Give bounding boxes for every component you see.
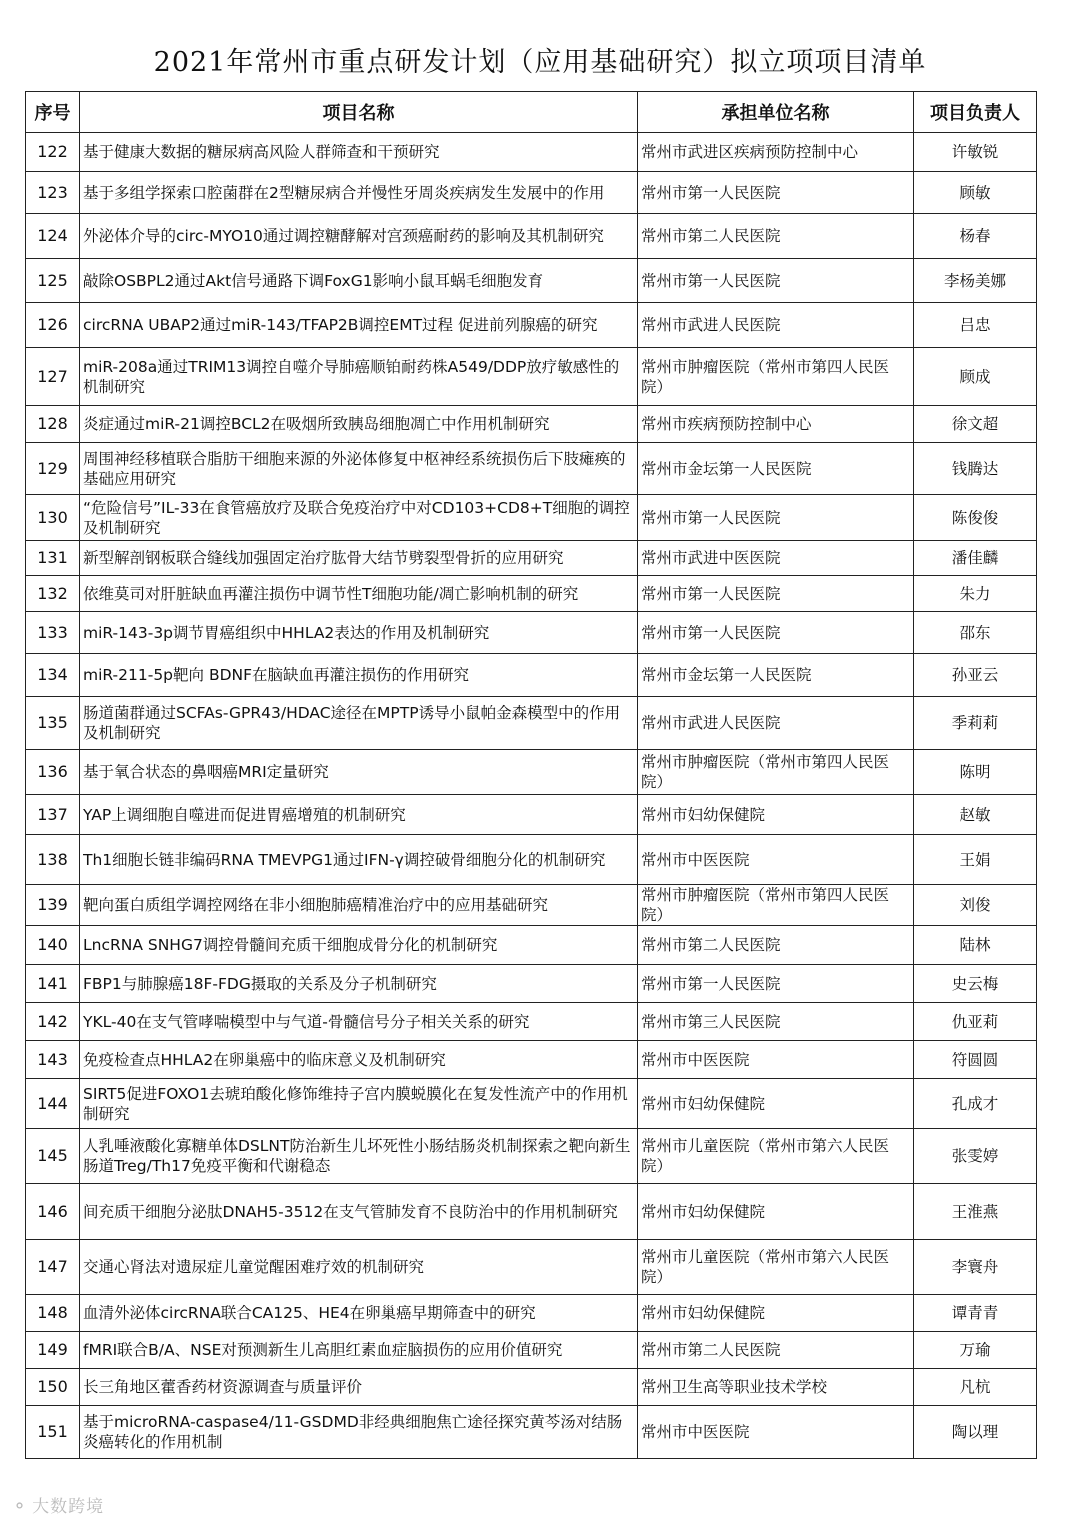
project-name-text: 肠道菌群通过SCFAs-GPR43/HDAC途径在MPTP诱导小鼠帕金森模型中的作用及机制研究 [83, 704, 621, 742]
table-row [26, 406, 1037, 443]
row-number [26, 1406, 80, 1459]
watermark [12, 1492, 104, 1517]
table-row [26, 1369, 1037, 1406]
unit-name-text: 常州市第一人民医院 [641, 584, 781, 603]
table-row [26, 1079, 1037, 1129]
project-leader-text: 李杨美娜 [943, 271, 1006, 290]
project-name-text: 基于microRNA-caspase4/11-GSDMD非经典细胞焦亡途径探究黄芩汤对结肠炎癌转化的作用机制 [83, 1413, 623, 1451]
row-number-text: 140 [37, 935, 68, 954]
row-number-text: 122 [37, 142, 68, 161]
project-name [80, 1332, 638, 1369]
row-number [26, 965, 80, 1003]
project-name [80, 1406, 638, 1459]
row-number [26, 495, 80, 541]
project-leader-text: 王淮燕 [951, 1202, 999, 1221]
table-row [26, 1041, 1037, 1079]
row-number-text: 130 [37, 507, 68, 527]
project-leader [914, 443, 1037, 495]
row-number-text: 131 [37, 548, 68, 567]
project-leader [914, 1129, 1037, 1184]
row-number-text: 148 [37, 1303, 68, 1322]
project-name-text: 基于氧合状态的鼻咽癌MRI定量研究 [83, 763, 329, 781]
project-leader-text: 孔成才 [951, 1094, 999, 1113]
table-row [26, 541, 1037, 576]
unit-name [638, 697, 914, 750]
project-name-text: SIRT5促进FOXO1去琥珀酸化修饰维持子宫内膜蜕膜化在复发性流产中的作用机制研究 [83, 1084, 628, 1123]
project-name [80, 172, 638, 214]
project-name [80, 654, 638, 697]
row-number-text: 125 [37, 270, 68, 290]
table-row [26, 576, 1037, 612]
unit-name-text: 常州市金坛第一人民医院 [641, 666, 812, 684]
table-row [26, 885, 1037, 926]
unit-name [638, 541, 914, 576]
unit-name [638, 965, 914, 1003]
row-number-text: 127 [37, 366, 68, 386]
project-leader-text: 王娟 [959, 850, 991, 869]
row-number-text: 135 [37, 713, 68, 732]
project-name [80, 541, 638, 576]
unit-name [638, 1184, 914, 1240]
unit-name-text: 常州市儿童医院（常州市第六人民医院） [641, 1137, 890, 1175]
project-leader-text: 杨春 [959, 227, 991, 245]
unit-name-text: 常州卫生高等职业技术学校 [641, 1378, 828, 1396]
unit-name-text: 常州市儿童医院（常州市第六人民医院） [641, 1248, 890, 1286]
unit-name-text: 常州市第一人民医院 [641, 183, 781, 202]
unit-name-text: 常州市武进人民医院 [641, 316, 781, 334]
row-number-text: 139 [37, 895, 68, 914]
project-name [80, 612, 638, 654]
project-name-text: 基于健康大数据的糖尿病高风险人群筛查和干预研究 [83, 143, 440, 161]
table-row [26, 750, 1037, 795]
project-leader-text: 徐文超 [951, 415, 999, 433]
project-leader [914, 348, 1037, 406]
project-name [80, 1184, 638, 1240]
project-leader-text: 季莉莉 [951, 714, 999, 732]
project-name [80, 303, 638, 348]
project-leader [914, 1406, 1037, 1459]
table-row [26, 303, 1037, 348]
project-name-text: miR-208a通过TRIM13调控自噬介导肺癌顺铂耐药株A549/DDP放疗敏感性的机制研究 [83, 357, 620, 396]
unit-name [638, 1332, 914, 1369]
row-number [26, 259, 80, 303]
project-name-text: fMRI联合B/A、NSE对预测新生儿高胆红素血症脑损伤的应用价值研究 [83, 1341, 563, 1359]
row-number [26, 348, 80, 406]
project-name-text: LncRNA SNHG7调控骨髓间充质干细胞成骨分化的机制研究 [83, 936, 498, 954]
table-row [26, 697, 1037, 750]
row-number-text: 142 [37, 1011, 68, 1031]
unit-name-text: 常州市妇幼保健院 [641, 1094, 766, 1113]
project-name-text: 敲除OSBPL2通过Akt信号通路下调FoxG1影响小鼠耳蜗毛细胞发育 [83, 271, 544, 290]
unit-name-text: 常州市中医医院 [641, 850, 750, 869]
unit-name [638, 835, 914, 885]
row-number [26, 406, 80, 443]
table-row [26, 1003, 1037, 1041]
project-name [80, 495, 638, 541]
unit-name [638, 172, 914, 214]
project-leader [914, 406, 1037, 443]
project-leader [914, 835, 1037, 885]
unit-name [638, 443, 914, 495]
unit-name [638, 303, 914, 348]
row-number-text: 143 [37, 1049, 68, 1069]
project-leader [914, 885, 1037, 926]
project-leader-text: 谭青青 [951, 1304, 999, 1322]
row-number [26, 1003, 80, 1041]
unit-name [638, 576, 914, 612]
project-name [80, 406, 638, 443]
project-name [80, 1295, 638, 1332]
table-row [26, 495, 1037, 541]
project-name-text: 交通心肾法对遗尿症儿童觉醒困难疗效的机制研究 [83, 1258, 425, 1276]
project-name [80, 1129, 638, 1184]
unit-name-text: 常州市第一人民医院 [641, 508, 781, 527]
unit-name-text: 常州市第一人民医院 [641, 271, 781, 290]
project-name [80, 443, 638, 495]
row-number [26, 133, 80, 172]
unit-name [638, 1295, 914, 1332]
unit-name [638, 654, 914, 697]
row-number-text: 124 [37, 226, 68, 245]
row-number-text: 134 [37, 665, 68, 684]
project-name-text: 外泌体介导的circ-MYO10通过调控糖酵解对宫颈癌耐药的影响及其机制研究 [83, 227, 604, 245]
row-number-text: 123 [37, 182, 68, 202]
project-leader [914, 1184, 1037, 1240]
project-name-text: 长三角地区藿香药材资源调查与质量评价 [83, 1378, 363, 1396]
row-number-text: 145 [37, 1146, 68, 1165]
project-leader [914, 1041, 1037, 1079]
project-name-text: “危险信号”IL-33在食管癌放疗及联合免疫治疗中对CD103+CD8+T细胞的调控及机制研究 [83, 498, 630, 537]
project-name-text: 血清外泌体circRNA联合CA125、HE4在卵巢癌早期筛查中的研究 [83, 1304, 536, 1322]
table-row [26, 214, 1037, 259]
header-project-name: 项目名称 [80, 92, 638, 133]
row-number-text: 126 [37, 315, 68, 334]
project-name-text: YAP上调细胞自噬进而促进胃癌增殖的机制研究 [83, 805, 406, 824]
row-number [26, 172, 80, 214]
table-header-row [26, 92, 1037, 133]
row-number-text: 151 [37, 1422, 68, 1441]
project-leader-text: 陈俊俊 [951, 508, 999, 527]
row-number [26, 1129, 80, 1184]
project-name-text: 靶向蛋白质组学调控网络在非小细胞肺癌精准治疗中的应用基础研究 [83, 896, 549, 914]
project-leader-text: 吕忠 [959, 316, 991, 334]
row-number [26, 303, 80, 348]
table-row [26, 443, 1037, 495]
project-leader [914, 654, 1037, 697]
project-name-text: FBP1与肺腺癌18F-FDG摄取的关系及分子机制研究 [83, 974, 437, 993]
unit-name [638, 926, 914, 965]
project-leader [914, 795, 1037, 835]
unit-name [638, 1079, 914, 1129]
table-row [26, 965, 1037, 1003]
project-leader-text: 陆林 [959, 936, 991, 954]
project-leader-text: 朱力 [959, 584, 991, 603]
logo-icon: ⚬ [12, 1496, 29, 1517]
table-row [26, 1295, 1037, 1332]
unit-name [638, 1240, 914, 1295]
project-leader-text: 刘俊 [959, 896, 991, 914]
unit-name [638, 612, 914, 654]
project-table [25, 91, 1037, 1459]
project-leader [914, 259, 1037, 303]
row-number [26, 1079, 80, 1129]
row-number [26, 1332, 80, 1369]
unit-name-text: 常州市肿瘤医院（常州市第四人民医院） [641, 753, 890, 791]
row-number [26, 443, 80, 495]
row-number [26, 654, 80, 697]
project-name-text: Th1细胞长链非编码RNA TMEVPG1通过IFN-γ调控破骨细胞分化的机制研究 [83, 850, 606, 869]
project-leader [914, 926, 1037, 965]
row-number-text: 144 [37, 1093, 68, 1113]
row-number-text: 150 [37, 1377, 68, 1396]
table-row [26, 1129, 1037, 1184]
project-leader [914, 612, 1037, 654]
row-number-text: 149 [37, 1340, 68, 1359]
project-name [80, 835, 638, 885]
unit-name-text: 常州市中医医院 [641, 1050, 750, 1069]
unit-name [638, 885, 914, 926]
table-row [26, 1184, 1037, 1240]
project-leader-text: 张雯婷 [951, 1147, 999, 1165]
unit-name [638, 750, 914, 795]
project-leader [914, 965, 1037, 1003]
project-name-text: 免疫检查点HHLA2在卵巢癌中的临床意义及机制研究 [83, 1050, 446, 1069]
project-name [80, 133, 638, 172]
project-leader-text: 许敏锐 [951, 143, 999, 161]
project-leader [914, 541, 1037, 576]
header-person: 项目负责人 [914, 92, 1037, 133]
project-name [80, 576, 638, 612]
row-number-text: 147 [37, 1257, 68, 1276]
project-name-text: 间充质干细胞分泌肽DNAH5-3512在支气管肺发育不良防治中的作用机制研究 [83, 1202, 618, 1221]
project-leader [914, 172, 1037, 214]
project-leader [914, 1332, 1037, 1369]
header-unit-name: 承担单位名称 [638, 92, 914, 133]
unit-name-text: 常州市第二人民医院 [641, 1341, 781, 1359]
unit-name-text: 常州市武进中医医院 [641, 549, 781, 567]
row-number [26, 1295, 80, 1332]
project-leader-text: 史云梅 [951, 974, 999, 993]
unit-name-text: 常州市武进人民医院 [641, 714, 781, 732]
project-leader-text: 赵敏 [959, 805, 991, 824]
row-number [26, 1240, 80, 1295]
project-name [80, 965, 638, 1003]
unit-name [638, 795, 914, 835]
unit-name [638, 406, 914, 443]
table-row [26, 1406, 1037, 1459]
table-row [26, 926, 1037, 965]
watermark-text: 大数跨境 [32, 1497, 105, 1517]
unit-name [638, 495, 914, 541]
project-name [80, 1240, 638, 1295]
unit-name-text: 常州市妇幼保健院 [641, 1202, 766, 1221]
unit-name-text: 常州市疾病预防控制中心 [641, 415, 812, 433]
unit-name-text: 常州市中医医院 [641, 1423, 750, 1441]
unit-name [638, 259, 914, 303]
project-leader [914, 1003, 1037, 1041]
project-leader [914, 576, 1037, 612]
row-number [26, 576, 80, 612]
unit-name [638, 214, 914, 259]
page-title: 2021年常州市重点研发计划（应用基础研究）拟立项项目清单 [153, 47, 927, 78]
row-number [26, 1041, 80, 1079]
row-number [26, 214, 80, 259]
table-row [26, 654, 1037, 697]
project-name-text: 新型解剖钢板联合缝线加强固定治疗肱骨大结节劈裂型骨折的应用研究 [83, 549, 564, 567]
row-number [26, 795, 80, 835]
row-number [26, 697, 80, 750]
project-name [80, 1079, 638, 1129]
table-row [26, 1240, 1037, 1295]
unit-name [638, 1129, 914, 1184]
project-name [80, 926, 638, 965]
row-number-text: 137 [37, 804, 68, 824]
row-number [26, 750, 80, 795]
project-leader [914, 214, 1037, 259]
row-number-text: 128 [37, 414, 68, 433]
unit-name [638, 1041, 914, 1079]
project-leader-text: 顾敏 [959, 183, 991, 202]
project-name [80, 1041, 638, 1079]
unit-name-text: 常州市金坛第一人民医院 [641, 459, 812, 478]
unit-name-text: 常州市第二人民医院 [641, 227, 781, 245]
project-leader [914, 495, 1037, 541]
table-row [26, 133, 1037, 172]
table-row [26, 259, 1037, 303]
unit-name-text: 常州市第二人民医院 [641, 936, 781, 954]
table-row [26, 795, 1037, 835]
table-row [26, 172, 1037, 214]
row-number [26, 885, 80, 926]
unit-name [638, 1406, 914, 1459]
project-leader-text: 顾成 [959, 367, 991, 386]
project-name [80, 1369, 638, 1406]
row-number [26, 612, 80, 654]
project-leader-text: 符圆圆 [951, 1050, 999, 1069]
unit-name-text: 常州市妇幼保健院 [641, 1304, 766, 1322]
project-leader-text: 李寰舟 [951, 1258, 999, 1276]
project-name-text: YKL-40在支气管哮喘模型中与气道-骨髓信号分子相关关系的研究 [83, 1012, 530, 1031]
table-row [26, 612, 1037, 654]
project-name-text: 周围神经移植联合脂肪干细胞来源的外泌体修复中枢神经系统损伤后下肢瘫痪的基础应用研究 [83, 449, 626, 488]
project-name-text: 炎症通过miR-21调控BCL2在吸烟所致胰岛细胞凋亡中作用机制研究 [83, 415, 550, 433]
project-name [80, 348, 638, 406]
project-leader-text: 钱腾达 [951, 459, 999, 478]
unit-name-text: 常州市第一人民医院 [641, 974, 781, 993]
row-number [26, 926, 80, 965]
row-number-text: 132 [37, 583, 68, 603]
project-name [80, 214, 638, 259]
row-number [26, 1184, 80, 1240]
project-leader-text: 凡杭 [959, 1378, 991, 1396]
row-number-text: 136 [37, 762, 68, 781]
project-name-text: circRNA UBAP2通过miR-143/TFAP2B调控EMT过程 促进前列腺癌的研究 [83, 316, 598, 334]
row-number-text: 141 [37, 973, 68, 993]
project-leader-text: 潘佳麟 [951, 549, 999, 567]
unit-name [638, 1003, 914, 1041]
project-name [80, 795, 638, 835]
row-number [26, 541, 80, 576]
project-name-text: miR-143-3p调节胃癌组织中HHLA2表达的作用及机制研究 [83, 623, 490, 642]
unit-name-text: 常州市武进区疾病预防控制中心 [641, 143, 859, 161]
project-leader-text: 陶以理 [951, 1423, 999, 1441]
unit-name-text: 常州市第一人民医院 [641, 623, 781, 642]
project-leader [914, 1369, 1037, 1406]
row-number [26, 1369, 80, 1406]
project-leader-text: 孙亚云 [951, 666, 999, 684]
row-number-text: 146 [37, 1201, 68, 1221]
row-number-text: 138 [37, 849, 68, 869]
row-number-text: 133 [37, 622, 68, 642]
project-name [80, 259, 638, 303]
project-name [80, 750, 638, 795]
project-leader [914, 750, 1037, 795]
project-leader-text: 陈明 [959, 763, 991, 781]
project-name-text: miR-211-5p靶向 BDNF在脑缺血再灌注损伤的作用研究 [83, 666, 470, 684]
table-row [26, 835, 1037, 885]
project-leader [914, 697, 1037, 750]
project-name [80, 697, 638, 750]
project-leader [914, 133, 1037, 172]
unit-name-text: 常州市第三人民医院 [641, 1012, 781, 1031]
project-leader-text: 仇亚莉 [951, 1012, 999, 1031]
project-name [80, 1003, 638, 1041]
project-leader [914, 1240, 1037, 1295]
project-leader-text: 邵东 [959, 623, 991, 642]
unit-name [638, 133, 914, 172]
unit-name [638, 1369, 914, 1406]
project-name [80, 885, 638, 926]
project-name-text: 依维莫司对肝脏缺血再灌注损伤中调节性T细胞功能/凋亡影响机制的研究 [83, 584, 579, 603]
unit-name-text: 常州市肿瘤医院（常州市第四人民医院） [641, 886, 890, 924]
unit-name-text: 常州市肿瘤医院（常州市第四人民医院） [641, 357, 890, 396]
row-number-text: 129 [37, 458, 68, 478]
unit-name-text: 常州市妇幼保健院 [641, 805, 766, 824]
table-row [26, 1332, 1037, 1369]
project-leader [914, 1079, 1037, 1129]
project-leader-text: 万瑜 [959, 1341, 991, 1359]
project-leader [914, 1295, 1037, 1332]
project-leader [914, 303, 1037, 348]
table-row [26, 348, 1037, 406]
header-number: 序号 [26, 92, 80, 133]
project-name-text: 人乳唾液酸化寡糖单体DSLNT防治新生儿坏死性小肠结肠炎机制探索之靶向新生肠道Treg/Th17免疫平衡和代谢稳态 [83, 1137, 631, 1175]
project-name-text: 基于多组学探索口腔菌群在2型糖尿病合并慢性牙周炎疾病发生发展中的作用 [83, 183, 605, 202]
unit-name [638, 348, 914, 406]
row-number [26, 835, 80, 885]
